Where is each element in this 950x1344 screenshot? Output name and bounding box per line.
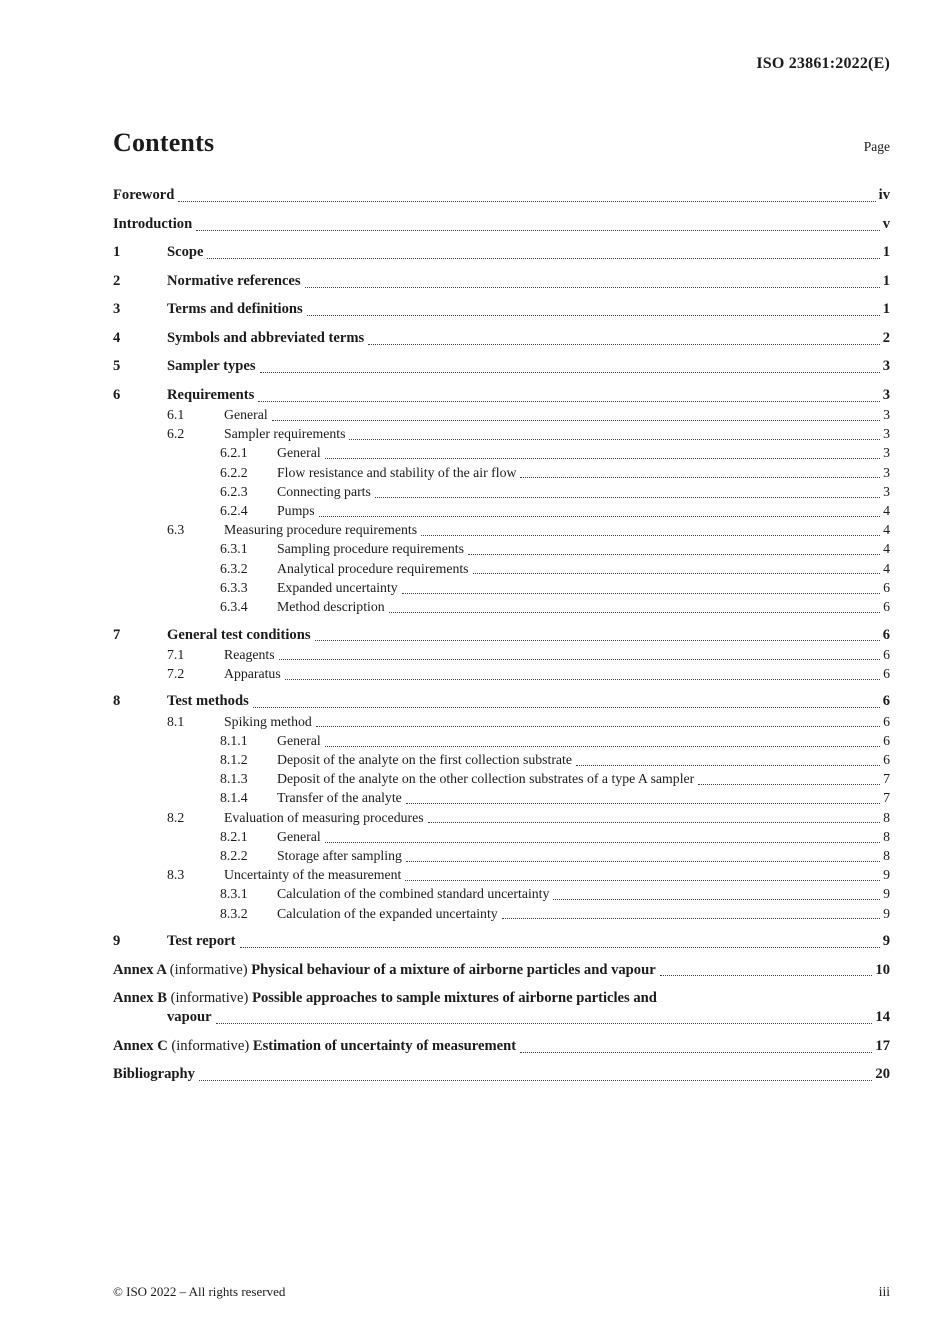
dot-leader (502, 904, 880, 920)
toc-entry-page: 8 (883, 809, 890, 825)
annex-informative-label: (informative) (169, 961, 248, 978)
toc-entry-number: 5 (113, 358, 121, 375)
toc-entry-title: Transfer of the analyte (277, 790, 402, 806)
toc-entry (113, 520, 890, 539)
toc-entry-page: 9 (883, 867, 890, 883)
toc-entry-title: Sampler types (167, 358, 256, 375)
toc-entry-number: 8.1.4 (220, 790, 248, 806)
toc-entry-page: 3 (883, 464, 890, 480)
toc-entry-page: 2 (882, 329, 890, 346)
toc-entry-title: Deposit of the analyte on the first collection substrate (277, 752, 573, 768)
toc-entry (113, 424, 890, 443)
toc-entry-title: Uncertainty of the measurement (224, 867, 402, 883)
toc-entry-title: Apparatus (224, 665, 281, 681)
toc-entry-number: 8.3 (167, 867, 185, 883)
toc-entry-number: 4 (113, 329, 121, 346)
toc-entry (113, 215, 890, 234)
dot-leader (319, 501, 881, 517)
toc-entry (113, 769, 890, 788)
toc-entry-page: 6 (883, 732, 890, 748)
toc-entry-number: 1 (113, 244, 121, 261)
toc-entry-page: 8 (883, 848, 890, 864)
toc-entry-page: 6 (883, 752, 890, 768)
annex-title-text: Possible approaches to sample mixtures of airborne particles and (252, 990, 657, 1007)
toc-entry-page: 3 (883, 426, 890, 442)
toc-entry (113, 443, 890, 462)
toc-entry-number: 7.1 (167, 646, 185, 662)
dot-leader (325, 443, 880, 459)
toc-entry-number: 6.3.1 (220, 541, 248, 557)
toc-entry-number: 6.2 (167, 426, 185, 442)
toc-entry-page: 9 (883, 905, 890, 921)
toc-entry-title: Reagents (224, 646, 275, 662)
page-number: iii (878, 1284, 890, 1299)
toc-entry-number: 6.2.1 (220, 445, 248, 461)
toc-entry-title: Expanded uncertainty (277, 579, 398, 595)
dot-leader (207, 243, 879, 259)
toc-entry-page: 17 (875, 1037, 890, 1054)
toc-entry-number: 8.1.2 (220, 752, 248, 768)
dot-leader (698, 769, 880, 785)
toc-entry-page: 1 (882, 301, 890, 318)
toc-entry (113, 300, 890, 319)
toc-entry (113, 884, 890, 903)
toc-entry (113, 272, 890, 291)
toc-entry-number: 8.2.2 (220, 848, 248, 864)
toc-entry-title: Evaluation of measuring procedures (224, 809, 424, 825)
toc-entry (113, 989, 890, 1008)
dot-leader (199, 1065, 872, 1081)
toc-entry-page: 6 (883, 599, 890, 615)
toc-entry-title: vapour (167, 1009, 212, 1026)
annex-informative-label: (informative) (170, 990, 249, 1007)
toc-entry-page: 10 (875, 961, 890, 978)
toc-entry-number: 6.3 (167, 522, 185, 538)
toc-entry-page: 4 (883, 503, 890, 519)
toc-entry-number: 2 (113, 272, 121, 289)
toc-entry (113, 865, 890, 884)
toc-entry-title: Measuring procedure requirements (224, 522, 418, 538)
dot-leader (240, 932, 880, 948)
toc-entry-title: Symbols and abbreviated terms (167, 329, 365, 346)
dot-leader (349, 424, 880, 440)
toc-entry-title (113, 989, 890, 1008)
contents-header (113, 128, 890, 158)
dot-leader (553, 884, 880, 900)
toc-entry-page: 1 (882, 244, 890, 261)
toc-entry-title: Bibliography (113, 1066, 195, 1083)
toc-entry-page: 6 (882, 693, 890, 710)
toc-entry-title: Storage after sampling (277, 848, 402, 864)
toc-entry-number: 8.3.1 (220, 886, 248, 902)
toc-entry-title: Calculation of the combined standard uncertainty (277, 886, 550, 902)
toc-entry (113, 664, 890, 683)
toc-entry-title: Requirements (167, 386, 255, 403)
toc-entry-title: Foreword (113, 187, 175, 204)
toc-entry-number: 8 (113, 693, 121, 710)
toc-entry (113, 731, 890, 750)
toc-entry-title: Sampler requirements (224, 426, 346, 442)
toc-entry-page: 4 (883, 522, 890, 538)
dot-leader (315, 626, 880, 642)
toc-entry-page: 3 (882, 386, 890, 403)
toc-entry (113, 357, 890, 376)
toc-entry-page: 3 (883, 445, 890, 461)
toc-entry (113, 463, 890, 482)
dot-leader (421, 520, 880, 536)
dot-leader (389, 597, 880, 613)
page-footer (113, 1284, 890, 1300)
toc-entry-page: iv (878, 187, 890, 204)
toc-entry-number: 6.3.2 (220, 560, 248, 576)
dot-leader (316, 712, 880, 728)
toc-entry-title: General (277, 445, 321, 461)
dot-leader (406, 788, 880, 804)
dot-leader (325, 731, 880, 747)
toc-entry-title (113, 1037, 516, 1056)
dot-leader (285, 664, 880, 680)
toc-entry (113, 1037, 890, 1056)
dot-leader (260, 357, 880, 373)
toc-entry (113, 750, 890, 769)
annex-label: Annex A (113, 961, 167, 978)
toc-entry-title: Scope (167, 244, 204, 261)
toc-entry-page: 7 (883, 790, 890, 806)
toc-entry-page: 6 (883, 713, 890, 729)
toc-entry-page: 1 (882, 272, 890, 289)
toc-entry-title: Spiking method (224, 713, 312, 729)
toc-entry-title: Deposit of the analyte on the other collection substrates of a type A sampler (277, 771, 695, 787)
annex-informative-label: (informative) (171, 1037, 250, 1054)
toc-entry-page: 4 (883, 560, 890, 576)
toc-entry-page: 6 (883, 665, 890, 681)
toc-entry-page: 8 (883, 828, 890, 844)
toc-entry-page: 20 (875, 1066, 890, 1083)
toc-entry-number: 6.2.2 (220, 464, 248, 480)
toc-entry (113, 904, 890, 923)
toc-entry-title: General (277, 732, 321, 748)
dot-leader (660, 961, 873, 977)
toc-entry-number: 9 (113, 933, 121, 950)
dot-leader (576, 750, 880, 766)
toc-entry-title: Normative references (167, 272, 301, 289)
toc-entry (113, 808, 890, 827)
toc-entry-number: 8.2 (167, 809, 185, 825)
annex-title-text: Physical behaviour of a mixture of airborne particles and vapour (251, 961, 656, 978)
toc-entry-title: Test report (167, 933, 236, 950)
toc-entry (113, 692, 890, 711)
toc-entry-title: Pumps (277, 503, 315, 519)
dot-leader (402, 578, 880, 594)
toc-entry-page: 3 (883, 407, 890, 422)
dot-leader (305, 272, 880, 288)
toc-entry (113, 482, 890, 501)
toc-entry (113, 597, 890, 616)
toc-entry (113, 501, 890, 520)
dot-leader (468, 539, 880, 555)
toc-entry-title: Terms and definitions (167, 301, 303, 318)
toc-entry (113, 539, 890, 558)
toc-entry-title: General test conditions (167, 626, 311, 643)
dot-leader (473, 559, 881, 575)
toc-entry-page: 3 (883, 483, 890, 499)
toc-entry (113, 846, 890, 865)
toc-entry-title: General (224, 407, 268, 422)
toc (113, 177, 890, 1085)
annex-label: Annex B (113, 990, 167, 1007)
toc-entry (113, 186, 890, 205)
toc-entry-page: 6 (883, 579, 890, 595)
dot-leader (253, 692, 880, 708)
toc-entry (113, 243, 890, 262)
toc-entry-title: Connecting parts (277, 483, 371, 499)
toc-entry-continuation (113, 1008, 890, 1027)
dot-leader (325, 827, 880, 843)
dot-leader (375, 482, 880, 498)
toc-entry (113, 559, 890, 578)
toc-entry-title: General (277, 828, 321, 844)
toc-entry-number: 7.2 (167, 665, 185, 681)
dot-leader (520, 463, 880, 479)
toc-entry-title: Analytical procedure requirements (277, 560, 469, 576)
toc-entry-number: 8.1.3 (220, 771, 248, 787)
toc-entry-number: 6.1 (167, 407, 185, 422)
toc-entry-number: 8.1 (167, 713, 185, 729)
annex-title-text: Estimation of uncertainty of measurement (252, 1037, 517, 1054)
dot-leader (406, 846, 880, 862)
toc-entry-number: 6.2.4 (220, 503, 248, 519)
toc-entry (113, 645, 890, 664)
toc-entry (113, 932, 890, 951)
toc-entry-page: 4 (883, 541, 890, 557)
toc-entry (113, 961, 890, 980)
toc-entry-number: 3 (113, 301, 121, 318)
page-title: Contents (113, 128, 215, 157)
toc-entry-page: 6 (883, 646, 890, 662)
toc-entry (113, 329, 890, 348)
dot-leader (216, 1008, 873, 1024)
dot-leader (428, 808, 880, 824)
dot-leader (520, 1037, 872, 1053)
toc-entry-number: 6 (113, 386, 121, 403)
dot-leader (196, 215, 879, 231)
dot-leader (178, 186, 875, 202)
toc-entry (113, 827, 890, 846)
annex-label: Annex C (113, 1037, 168, 1054)
toc-entry-number: 8.3.2 (220, 905, 248, 921)
toc-entry (113, 1065, 890, 1084)
dot-leader (279, 645, 881, 661)
toc-entry (113, 626, 890, 645)
toc-entry-title: Calculation of the expanded uncertainty (277, 905, 498, 921)
dot-leader (272, 405, 880, 421)
dot-leader (258, 386, 879, 402)
toc-entry-title: Test methods (167, 693, 249, 710)
toc-entry (113, 578, 890, 597)
toc-entry-number: 8.2.1 (220, 828, 248, 844)
toc-entry-title: Sampling procedure requirements (277, 541, 464, 557)
toc-entry-title: Introduction (113, 215, 193, 232)
toc-entry-number: 6.3.4 (220, 599, 248, 615)
toc-entry-page: 9 (883, 886, 890, 902)
toc-entry (113, 712, 890, 731)
doc-reference: ISO 23861:2022(E) (756, 55, 890, 72)
toc-entry-title: Method description (277, 599, 385, 615)
toc-entry-page: 9 (882, 933, 890, 950)
toc-entry-number: 7 (113, 626, 121, 643)
toc-entry-number: 6.3.3 (220, 579, 248, 595)
dot-leader (405, 865, 880, 881)
toc-entry-page: v (882, 215, 890, 232)
toc-entry (113, 788, 890, 807)
toc-entry-title: Flow resistance and stability of the air flow (277, 464, 517, 480)
toc-entry-title (113, 961, 656, 980)
toc-entry-number: 6.2.3 (220, 483, 248, 499)
copyright-notice: © ISO 2022 – All rights reserved (113, 1284, 286, 1299)
page-column-label: Page (863, 139, 890, 154)
dot-leader (307, 300, 880, 316)
toc-entry-page: 6 (882, 626, 890, 643)
toc-entry-page: 3 (882, 358, 890, 375)
toc-entry-number: 8.1.1 (220, 732, 248, 748)
toc-entry-page: 14 (875, 1009, 890, 1026)
toc-entry-page: 7 (883, 771, 890, 787)
toc-entry (113, 405, 890, 424)
dot-leader (368, 329, 880, 345)
toc-entry (113, 386, 890, 405)
